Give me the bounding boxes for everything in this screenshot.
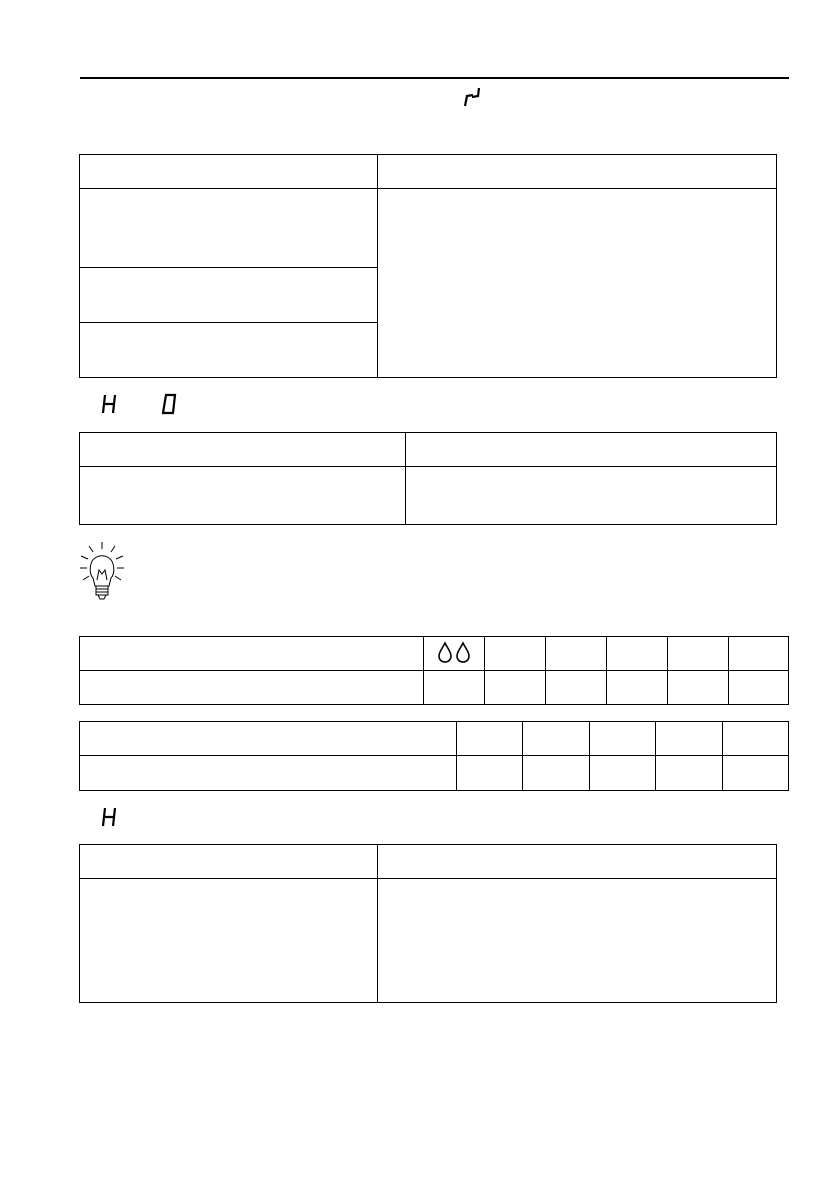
table-1-header-divider	[79, 188, 777, 189]
table-5	[79, 844, 777, 1003]
table-2	[79, 432, 777, 525]
segment-h-icon	[100, 393, 118, 415]
table-2-column-divider	[405, 432, 406, 525]
two-water-drops-icon	[436, 641, 472, 663]
table-1-column-divider	[377, 154, 378, 378]
table-3-column-divider	[484, 636, 485, 705]
table-4-column-divider	[589, 721, 590, 791]
table-4-column-divider	[456, 721, 457, 791]
table-3-column-divider	[728, 636, 729, 705]
segment-zero-icon	[160, 393, 178, 415]
light-bulb-icon	[78, 540, 130, 604]
table-2-header-divider	[79, 466, 777, 467]
header-rule	[80, 77, 789, 79]
segment-h-icon-2	[100, 806, 118, 828]
table-4-column-divider	[655, 721, 656, 791]
table-3-column-divider	[667, 636, 668, 705]
table-3-column-divider	[545, 636, 546, 705]
table-4-column-divider	[722, 721, 723, 791]
table-5-column-divider	[377, 844, 378, 1003]
table-5-header-divider	[79, 878, 777, 879]
table-3-column-divider	[606, 636, 607, 705]
table-1-row-divider	[79, 267, 377, 268]
table-1-row-divider	[79, 322, 377, 323]
table-3-column-divider	[423, 636, 424, 705]
table-4-row-divider	[79, 755, 789, 756]
table-4-column-divider	[522, 721, 523, 791]
table-4	[79, 721, 789, 791]
display-segment-icon	[462, 86, 484, 108]
table-3-row-divider	[79, 670, 789, 671]
